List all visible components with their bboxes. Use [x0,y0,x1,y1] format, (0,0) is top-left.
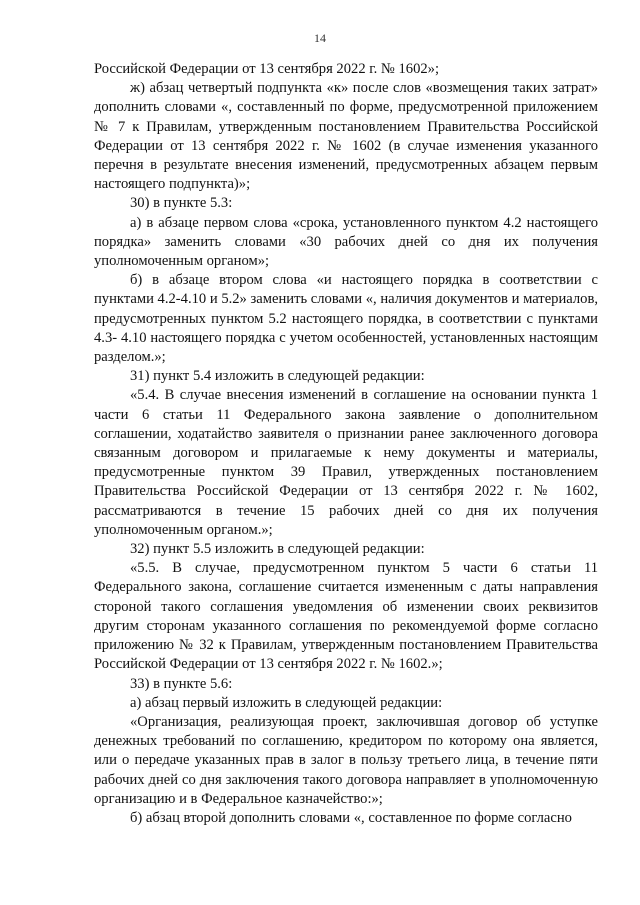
paragraph: б) абзац второй дополнить словами «, составленное по форме согласно [130,809,572,826]
paragraph: 31) пункт 5.4 изложить в следующей редакции: [130,368,425,385]
paragraph: Российской Федерации от 13 сентября 2022 г. № 1602»; [94,61,440,77]
paragraph: ж) абзац четвертый подпункта «к» после слов «возмещения таких затрат» дополнить словами «, составленный по форме, предусмотренной приложением № 7 к Правилам, утвержденным постановлением Правительства Российской Федерации от 13 сентября 2022 г. № 1602 (в случае изменения указанного перечня в результате внесения изменений, предусмотренных абзацем первым настоящего подпункта)»; [94,80,598,193]
paragraph: «5.4. В случае внесения изменений в соглашение на основании пункта 1 части 6 статьи 11 Федерального закона заявление о дополнительном соглашении, ходатайство заявителя о признании ранее заключенного договора связанным договором и прилагаемые к нему документы и материалы, предусмотренные пунктом 39 Правил, утвержденных постановлением Правительства Российской Федерации от 13 сентября 2022 г. № 1602, рассматриваются в течение 15 рабочих дней со дня их получения уполномоченным органом.»; [94,387,598,538]
paragraph: «Организация, реализующая проект, заключившая договор об уступке денежных требований по соглашению, кредитором по которому она является, или о передаче указанных прав в залог в пользу третьего лица, в течение пяти рабочих дней со дня заключения такого договора направляет в уполномоченную организацию и в Федеральное казначейство:»; [94,713,598,807]
page-number: 14 [314,31,326,45]
paragraph: «5.5. В случае, предусмотренном пунктом 5 части 6 статьи 11 Федерального закона, соглашение считается измененным с даты направления стороной такого соглашения уведомления об изменении своих реквизитов другим сторонам указанного соглашения по рекомендуемой форме согласно приложению № 32 к Правилам, утвержденным постановлением Правительства Российской Федерации от 13 сентября 2022 г. № 1602.»; [94,560,598,673]
paragraph: 33) в пункте 5.6: [130,675,233,692]
paragraph: а) в абзаце первом слова «срока, установленного пунктом 4.2 настоящего порядка» заменить словами «30 рабочих дней со дня их получения уполномоченным органом»; [94,214,598,270]
paragraph: а) абзац первый изложить в следующей редакции: [130,694,443,711]
paragraph: 32) пункт 5.5 изложить в следующей редакции: [130,541,425,558]
document-body [94,60,598,828]
paragraph: 30) в пункте 5.3: [130,195,233,212]
paragraph: б) в абзаце втором слова «и настоящего порядка в соответствии с пунктами 4.2-4.10 и 5.2» заменить словами «, наличия документов и материалов, предусмотренных пунктом 5.2 настоящего порядка, в соответствии с пунктами 4.3- 4.10 настоящего порядка с учетом особенностей, установленных настоящим разделом.»; [94,272,598,366]
